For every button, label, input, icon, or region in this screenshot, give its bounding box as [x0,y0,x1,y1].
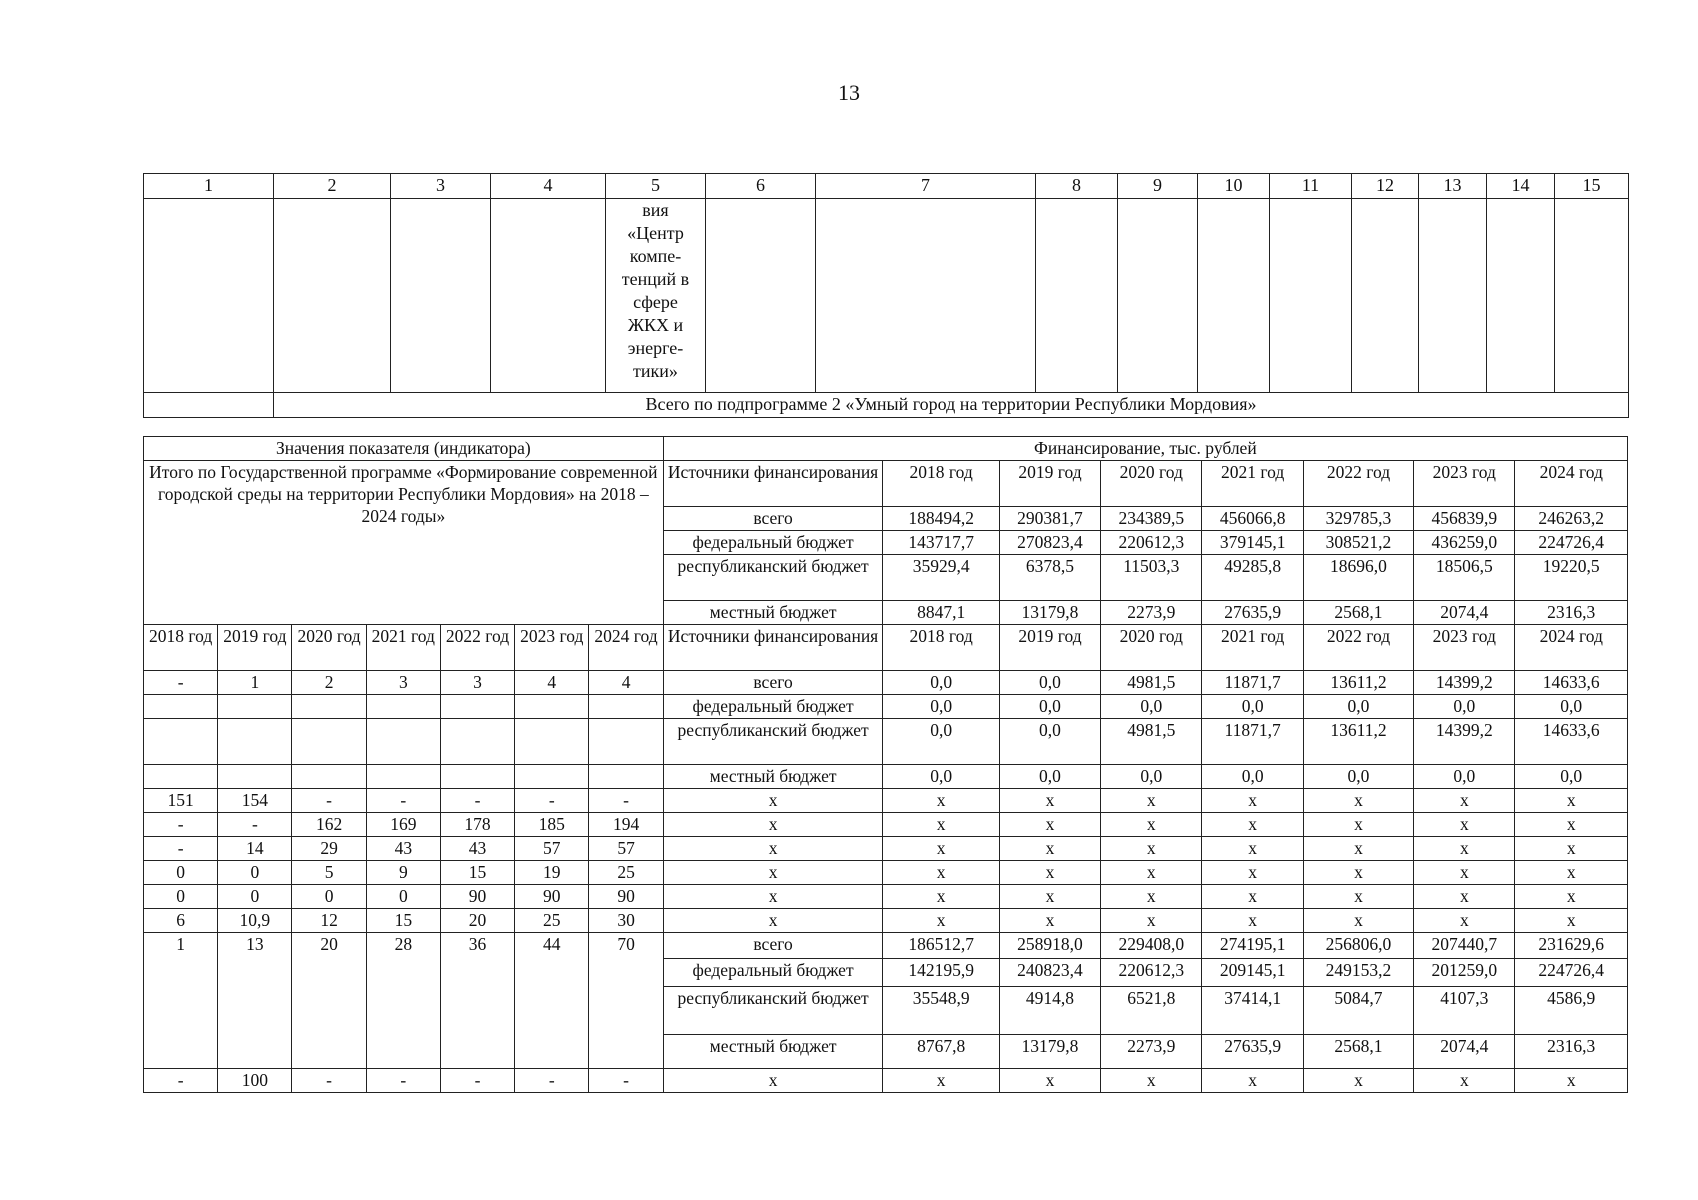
value-cell: 224726,4 [1515,531,1628,555]
x-mark: x [999,909,1100,933]
indicator-year: 2023 год [515,625,589,671]
value-cell: 231629,6 [1515,933,1628,959]
value-cell: 270823,4 [999,531,1100,555]
value-cell: 0,0 [1303,695,1413,719]
indicator-value: 3 [440,671,514,695]
x-mark: x [1515,861,1628,885]
col-number: 9 [1118,174,1198,199]
x-mark: x [1202,813,1303,837]
value-cell: 0,0 [999,671,1100,695]
value-cell: 142195,9 [883,959,999,987]
sources-label: Источники финансирования [663,625,883,671]
x-mark: x [1303,813,1413,837]
value-cell: 11503,3 [1101,555,1202,601]
indicator-value: 43 [440,837,514,861]
value-cell: 224726,4 [1515,959,1628,987]
x-mark: x [663,837,883,861]
source-cell: местный бюджет [663,765,883,789]
table-row [144,1069,1628,1093]
col-number: 2 [274,174,391,199]
indicator-value: 169 [366,813,440,837]
indicator-value: 12 [292,909,366,933]
value-cell: 35929,4 [883,555,999,601]
indicator-value: - [292,789,366,813]
indicator-value: 1 [218,671,292,695]
value-cell: 14633,6 [1515,719,1628,765]
x-mark: x [1515,837,1628,861]
source-cell: республиканский бюджет [663,719,883,765]
value-cell: 246263,2 [1515,507,1628,531]
indicator-value: 25 [515,909,589,933]
indicator-value: 9 [366,861,440,885]
page-number: 13 [838,80,860,105]
source-cell: федеральный бюджет [663,959,883,987]
x-mark: x [883,909,999,933]
value-cell: 13179,8 [999,601,1100,625]
table-row [144,719,1628,765]
indicator-value: 57 [589,837,663,861]
indicator-value: 30 [589,909,663,933]
value-cell: 207440,7 [1414,933,1515,959]
value-cell: 329785,3 [1303,507,1413,531]
x-mark: x [1202,909,1303,933]
table-row [144,461,1628,507]
year-header: 2023 год [1414,625,1515,671]
value-cell: 2568,1 [1303,601,1413,625]
indicator-year: 2018 год [144,625,218,671]
value-cell: 0,0 [1414,695,1515,719]
col-number: 7 [816,174,1036,199]
x-mark: x [1303,789,1413,813]
x-mark: x [663,789,883,813]
indicator-value: - [144,1069,218,1093]
col-number: 10 [1198,174,1270,199]
value-cell: 308521,2 [1303,531,1413,555]
value-cell: 49285,8 [1202,555,1303,601]
x-mark: x [1414,909,1515,933]
indicator-value: 90 [589,885,663,909]
year-header: 2022 год [1303,461,1413,507]
value-cell: 6521,8 [1101,987,1202,1035]
table-row [144,765,1628,789]
col-number: 6 [706,174,816,199]
value-cell: 0,0 [1101,765,1202,789]
x-mark: x [1101,861,1202,885]
value-cell: 201259,0 [1414,959,1515,987]
value-cell: 0,0 [1515,695,1628,719]
indicator-value: - [366,1069,440,1093]
table-row [144,837,1628,861]
x-mark: x [663,885,883,909]
value-cell: 0,0 [1303,765,1413,789]
x-mark: x [883,837,999,861]
x-mark: x [663,813,883,837]
value-cell: 2568,1 [1303,1035,1413,1069]
value-cell: 234389,5 [1101,507,1202,531]
x-mark: x [1303,909,1413,933]
year-header: 2018 год [883,625,999,671]
indicator-value: 43 [366,837,440,861]
indicator-value: 4 [589,671,663,695]
col-number: 1 [144,174,274,199]
value-cell: 4586,9 [1515,987,1628,1035]
value-cell: 14399,2 [1414,719,1515,765]
value-cell: 2074,4 [1414,1035,1515,1069]
indicator-value: - [589,1069,663,1093]
value-cell: 18506,5 [1414,555,1515,601]
x-mark: x [1202,789,1303,813]
x-mark: x [999,885,1100,909]
value-cell: 186512,7 [883,933,999,959]
x-mark: x [663,861,883,885]
indicator-value: 0 [292,885,366,909]
indicator-value: - [144,671,218,695]
value-cell: 19220,5 [1515,555,1628,601]
indicator-value: 0 [366,885,440,909]
value-cell: 0,0 [883,671,999,695]
value-cell: 220612,3 [1101,959,1202,987]
value-cell: 240823,4 [999,959,1100,987]
x-mark: x [1101,909,1202,933]
indicator-value: 20 [440,909,514,933]
table-row [144,695,1628,719]
x-mark: x [999,1069,1100,1093]
source-cell: всего [663,933,883,959]
value-cell: 188494,2 [883,507,999,531]
value-cell: 0,0 [999,695,1100,719]
indicator-value: 0 [218,885,292,909]
x-mark: x [883,1069,999,1093]
indicator-value: 14 [218,837,292,861]
indicator-value: 36 [440,933,514,1069]
x-mark: x [1515,813,1628,837]
table-row [144,909,1628,933]
value-cell: 0,0 [883,765,999,789]
indicator-value: - [292,1069,366,1093]
indicator-value: 4 [515,671,589,695]
table-row [144,789,1628,813]
col-number: 15 [1555,174,1629,199]
indicator-value: 15 [366,909,440,933]
value-cell: 0,0 [883,695,999,719]
value-cell: 11871,7 [1202,719,1303,765]
indicator-value: 100 [218,1069,292,1093]
x-mark: x [1303,861,1413,885]
indicator-value: 0 [144,861,218,885]
col-number: 14 [1487,174,1555,199]
indicator-year: 2019 год [218,625,292,671]
x-mark: x [1202,885,1303,909]
indicator-value: 10,9 [218,909,292,933]
indicator-value: - [366,789,440,813]
value-cell: 0,0 [1202,695,1303,719]
year-header: 2020 год [1101,461,1202,507]
indicator-value: - [440,789,514,813]
value-cell: 0,0 [883,719,999,765]
x-mark: x [999,789,1100,813]
x-mark: x [999,837,1100,861]
table-row [144,933,1628,959]
indicator-value: 185 [515,813,589,837]
table-row [144,671,1628,695]
top-table [143,173,1629,418]
value-cell: 8767,8 [883,1035,999,1069]
value-cell: 2074,4 [1414,601,1515,625]
indicator-value: 44 [515,933,589,1069]
indicator-year: 2024 год [589,625,663,671]
col-number: 4 [491,174,606,199]
col-number: 11 [1270,174,1352,199]
indicator-value: - [144,837,218,861]
value-cell: 37414,1 [1202,987,1303,1035]
indicator-value: - [515,1069,589,1093]
value-cell: 4981,5 [1101,719,1202,765]
source-cell: всего [663,671,883,695]
indicator-value: 154 [218,789,292,813]
indicator-value: 70 [589,933,663,1069]
value-cell: 0,0 [999,719,1100,765]
indicator-value: 151 [144,789,218,813]
value-cell: 256806,0 [1303,933,1413,959]
value-cell: 0,0 [1101,695,1202,719]
x-mark: x [1202,1069,1303,1093]
value-cell: 13179,8 [999,1035,1100,1069]
indicator-value: 19 [515,861,589,885]
table-row [144,199,1629,393]
value-cell: 0,0 [1515,765,1628,789]
x-mark: x [1515,909,1628,933]
value-cell: 14633,6 [1515,671,1628,695]
x-mark: x [1414,813,1515,837]
source-cell: федеральный бюджет [663,531,883,555]
indicator-value: - [440,1069,514,1093]
value-cell: 209145,1 [1202,959,1303,987]
x-mark: x [1101,1069,1202,1093]
header-row [144,437,1628,461]
year-header: 2021 год [1202,461,1303,507]
source-cell: всего [663,507,883,531]
indicator-value: 3 [366,671,440,695]
indicator-value: 0 [218,861,292,885]
indicator-value: 6 [144,909,218,933]
indicator-value: 1 [144,933,218,1069]
source-cell: республиканский бюджет [663,555,883,601]
main-table [143,436,1628,1093]
indicator-header: Значения показателя (индикатора) [144,437,664,461]
x-mark: x [663,909,883,933]
year-header: 2023 год [1414,461,1515,507]
year-header: 2020 год [1101,625,1202,671]
indicator-year: 2020 год [292,625,366,671]
year-header: 2021 год [1202,625,1303,671]
value-cell: 27635,9 [1202,1035,1303,1069]
value-cell: 2273,9 [1101,1035,1202,1069]
value-cell: 229408,0 [1101,933,1202,959]
indicator-value: 29 [292,837,366,861]
subprogram-total-row [144,393,1629,418]
sources-label: Источники финансирования [663,461,883,507]
value-cell: 18696,0 [1303,555,1413,601]
x-mark: x [1414,837,1515,861]
year-header: 2024 год [1515,461,1628,507]
value-cell: 13611,2 [1303,671,1413,695]
value-cell: 4981,5 [1101,671,1202,695]
column-number-row [144,174,1629,199]
value-cell: 0,0 [1202,765,1303,789]
indicator-value: 90 [515,885,589,909]
indicator-value: - [515,789,589,813]
year-header: 2024 год [1515,625,1628,671]
indicator-value: 57 [515,837,589,861]
value-cell: 27635,9 [1202,601,1303,625]
x-mark: x [1414,789,1515,813]
value-cell: 0,0 [1414,765,1515,789]
x-mark: x [1515,789,1628,813]
x-mark: x [883,885,999,909]
x-mark: x [883,813,999,837]
value-cell: 8847,1 [883,601,999,625]
indicator-year: 2022 год [440,625,514,671]
x-mark: x [1414,1069,1515,1093]
table-row [144,861,1628,885]
value-cell: 6378,5 [999,555,1100,601]
indicator-value: 178 [440,813,514,837]
table-row [144,813,1628,837]
indicator-value: 5 [292,861,366,885]
x-mark: x [1202,837,1303,861]
value-cell: 274195,1 [1202,933,1303,959]
col-number: 3 [391,174,491,199]
value-cell: 290381,7 [999,507,1100,531]
col-number: 5 [606,174,706,199]
value-cell: 258918,0 [999,933,1100,959]
center-competencies-cell: вия «Центр компе- тенций в сфере ЖКХ и энерге- тики» [606,199,706,393]
x-mark: x [1303,885,1413,909]
value-cell: 5084,7 [1303,987,1413,1035]
value-cell: 143717,7 [883,531,999,555]
indicator-value: 2 [292,671,366,695]
x-mark: x [883,861,999,885]
indicator-value: 162 [292,813,366,837]
year-header: 2019 год [999,625,1100,671]
source-cell: местный бюджет [663,1035,883,1069]
x-mark: x [663,1069,883,1093]
indicator-value: 15 [440,861,514,885]
value-cell: 456839,9 [1414,507,1515,531]
col-number: 12 [1352,174,1419,199]
indicator-value: 90 [440,885,514,909]
program-title: Итого по Государственной программе «Формирование современной городской среды на территории Республики Мордовия» на 2018 – 2024 годы» [144,461,664,625]
source-cell: федеральный бюджет [663,695,883,719]
value-cell: 0,0 [999,765,1100,789]
indicator-value: - [144,813,218,837]
year-header: 2022 год [1303,625,1413,671]
source-cell: местный бюджет [663,601,883,625]
value-cell: 2316,3 [1515,601,1628,625]
x-mark: x [1202,861,1303,885]
value-cell: 379145,1 [1202,531,1303,555]
x-mark: x [999,861,1100,885]
x-mark: x [883,789,999,813]
x-mark: x [1515,1069,1628,1093]
indicator-value: - [218,813,292,837]
value-cell: 13611,2 [1303,719,1413,765]
value-cell: 436259,0 [1414,531,1515,555]
value-cell: 4914,8 [999,987,1100,1035]
indicator-value: 20 [292,933,366,1069]
indicator-value: 13 [218,933,292,1069]
value-cell: 35548,9 [883,987,999,1035]
value-cell: 220612,3 [1101,531,1202,555]
x-mark: x [1303,1069,1413,1093]
x-mark: x [1414,885,1515,909]
indicator-value: 28 [366,933,440,1069]
indicator-value: - [589,789,663,813]
x-mark: x [1414,861,1515,885]
subprogram-total-label: Всего по подпрограмме 2 «Умный город на территории Республики Мордовия» [274,393,1629,418]
x-mark: x [1303,837,1413,861]
indicator-year: 2021 год [366,625,440,671]
col-number: 8 [1036,174,1118,199]
x-mark: x [1101,813,1202,837]
x-mark: x [1101,837,1202,861]
table-row [144,885,1628,909]
x-mark: x [1515,885,1628,909]
table-row [144,625,1628,671]
indicator-value: 194 [589,813,663,837]
financing-header: Финансирование, тыс. рублей [663,437,1627,461]
value-cell: 14399,2 [1414,671,1515,695]
value-cell: 249153,2 [1303,959,1413,987]
value-cell: 2316,3 [1515,1035,1628,1069]
source-cell: республиканский бюджет [663,987,883,1035]
col-number: 13 [1419,174,1487,199]
value-cell: 4107,3 [1414,987,1515,1035]
value-cell: 2273,9 [1101,601,1202,625]
indicator-value: 25 [589,861,663,885]
year-header: 2018 год [883,461,999,507]
x-mark: x [1101,789,1202,813]
x-mark: x [999,813,1100,837]
value-cell: 11871,7 [1202,671,1303,695]
x-mark: x [1101,885,1202,909]
year-header: 2019 год [999,461,1100,507]
indicator-value: 0 [144,885,218,909]
value-cell: 456066,8 [1202,507,1303,531]
